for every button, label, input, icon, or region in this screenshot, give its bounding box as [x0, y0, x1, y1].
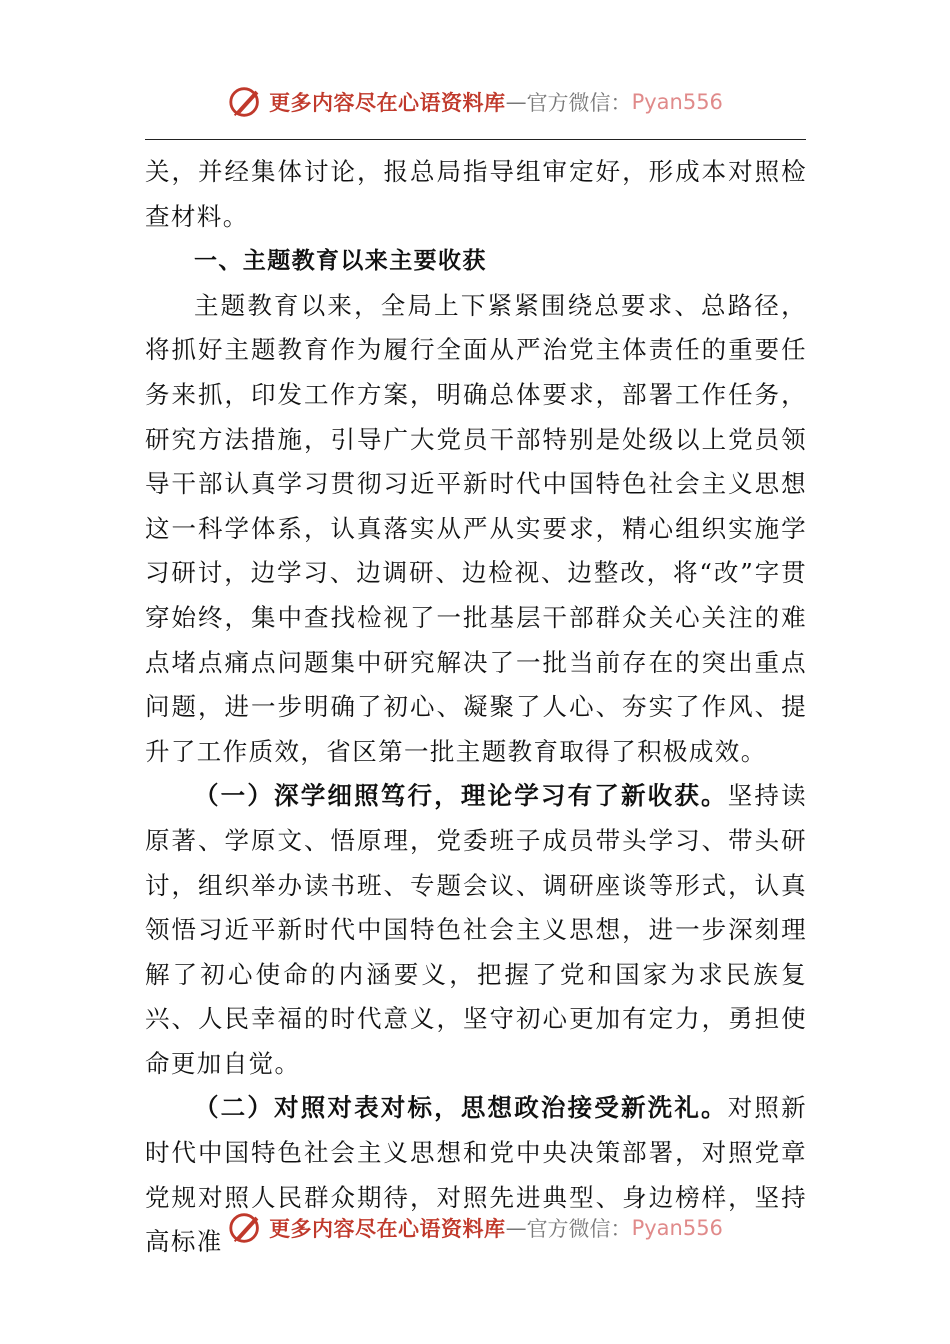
section-heading: 一、主题教育以来主要收获: [194, 248, 487, 275]
quill-logo-icon: [227, 1209, 265, 1247]
footer-banner: [0, 1208, 950, 1248]
banner-title: 更多内容尽在心语资料库: [269, 91, 506, 115]
banner-wechat-id: Pyan556: [631, 1216, 723, 1240]
document-body: [145, 150, 807, 1265]
banner-wechat-label: 官方微信：: [526, 1217, 632, 1241]
banner-title: 更多内容尽在心语资料库: [269, 1217, 506, 1241]
quill-logo-icon: [227, 83, 265, 121]
banner-wechat-id: Pyan556: [631, 90, 723, 114]
paragraph-text: 坚持读原著、学原文、悟原理，党委班子成员带头学习、带头研讨，组织举办读书班、专题会议、调研座谈等形式，认真领悟习近平新时代中国特色社会主义思想，进一步深刻理解了初心使命的内涵要义，把握了党和国家为求民族复兴、人民幸福的时代意义，坚守初心更加有定力，勇担使命更加自觉。: [145, 781, 808, 1078]
paragraph: [145, 774, 807, 1086]
banner-dash: —: [505, 1216, 527, 1240]
paragraph: 主题教育以来，全局上下紧紧围绕总要求、总路径，将抓好主题教育作为履行全面从严治党主体责任的重要任务来抓，印发工作方案，明确总体要求，部署工作任务，研究方法措施，引导广大党员干部特别是处级以上党员领导干部认真学习贯彻习近平新时代中国特色社会主义思想这一科学体系，认真落实从严从实要求，精心组织实施学习研讨，边学习、边调研、边检视、边整改，将“改”字贯穿始终，集中查找检视了一批基层干部群众关心关注的难点堵点痛点问题集中研究解决了一批当前存在的突出重点问题，进一步明确了初心、凝聚了人心、夯实了作风、提升了工作质效，省区第一批主题教育取得了积极成效。: [145, 290, 807, 766]
subsection-heading: （二）对照对表对标，思想政治接受新洗礼。: [194, 1093, 728, 1123]
subsection-heading: （一）深学细照笃行，理论学习有了新收获。: [194, 781, 728, 811]
paragraph: 关，并经集体讨论，报总局指导组审定好，形成本对照检查材料。: [145, 157, 807, 231]
header-divider: [145, 139, 806, 140]
banner-wechat-label: 官方微信：: [526, 91, 632, 115]
header-banner: [0, 82, 950, 122]
paragraph-text: 对照新时代中国特色社会主义思想和党中央决策部署，对照党章党规对照人民群众期待，对照先进典型、身边榜样，坚持高标准: [145, 1093, 808, 1257]
banner-dash: —: [505, 90, 527, 114]
